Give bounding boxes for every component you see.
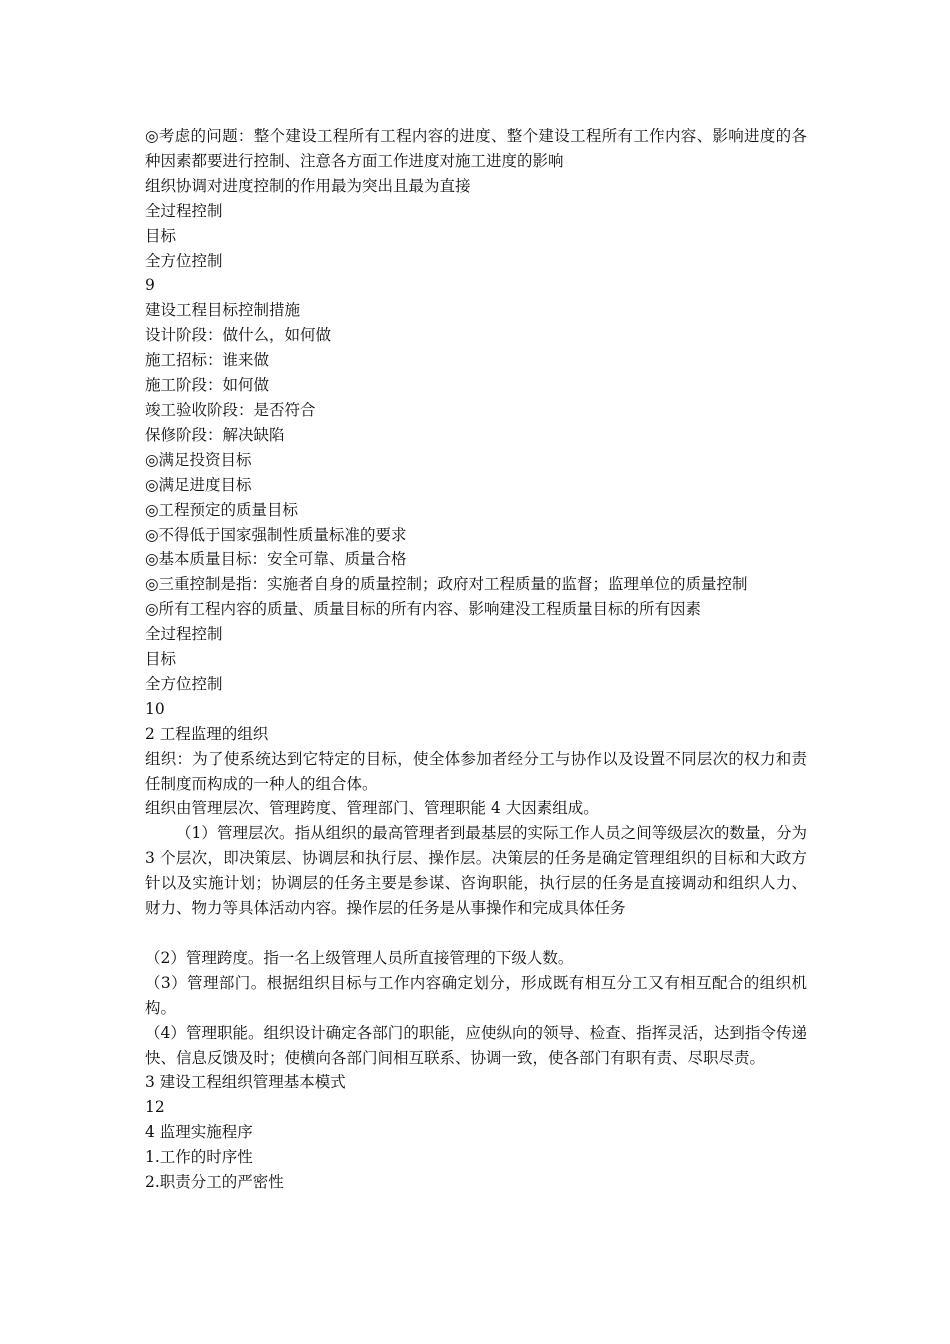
list-item-time-sequence: 1.工作的时序性 [145,1148,253,1167]
line-design-stage: 设计阶段：做什么，如何做 [145,326,332,345]
heading-supervision-organization: 2 工程监理的组织 [145,724,269,743]
bullet-progress-target: ◎满足进度目标 [145,475,252,494]
bullet-investment-target: ◎满足投资目标 [145,450,252,469]
paragraph-management-levels: （1）管理层次。指从组织的最高管理者到最基层的实际工作人员之间等级层次的数量，分为 3 个层次，即决策层、协调层和执行层、操作层。决策层的任务是确定管理组织的目标和大政方针以及实施计划；协调层的任务主要是参谋、咨询职能，执行层的任务是直接调动和组织人力、财力、物力等具体活动内容。操作层的任务是从事操作和完成具体任务 [145,824,807,918]
page-number-9: 9 [145,276,155,295]
bullet-basic-quality: ◎基本质量目标：安全可靠、质量合格 [145,550,407,569]
paragraph-progress-considerations: ◎考虑的问题：整个建设工程所有工程内容的进度、整个建设工程所有工作内容、影响进度的各种因素都要进行控制、注意各方面工作进度对施工进度的影响 [145,127,807,170]
bullet-all-quality: ◎所有工程内容的质量、质量目标的所有内容、影响建没工程质量目标的所有因素 [145,600,702,619]
bullet-triple-control: ◎三重控制是指：实施者自身的质量控制；政府对工程质量的监督；监理单位的质量控制 [145,575,748,594]
heading-basic-modes: 3 建设工程组织管理基本模式 [145,1073,346,1092]
paragraph-management-functions: （4）管理职能。组织设计确定各部门的职能，应使纵向的领导、检查、指挥灵活，达到指令传递快、信息反馈及时；使横向各部门间相互联系、协调一致，使各部门有职有责、尽职尽责。 [145,1023,807,1067]
line-warranty-stage: 保修阶段：解决缺陷 [145,425,285,444]
line-whole-process-control: 全过程控制 [145,201,223,220]
document-page [145,124,807,1195]
paragraph-coordination: 组织协调对进度控制的作用最为突出且最为直接 [145,176,471,195]
line-tendering: 施工招标：谁来做 [145,351,270,370]
line-target: 目标 [145,226,177,245]
line-all-round-control-2: 全方位控制 [145,674,223,693]
line-acceptance-stage: 竣工验收阶段：是否符合 [145,400,316,419]
bullet-mandatory-standard: ◎不得低于国家强制性质量标准的要求 [145,525,407,544]
bullet-quality-target: ◎工程预定的质量目标 [145,500,299,519]
line-target-2: 目标 [145,650,177,669]
line-whole-process-control-2: 全过程控制 [145,625,223,644]
list-item-responsibility: 2.职责分工的严密性 [145,1173,284,1192]
paragraph-four-factors: 组织由管理层次、管理跨度、管理部门、管理职能 4 大因素组成。 [145,799,599,818]
line-all-round-control: 全方位控制 [145,251,223,270]
paragraph-organization-definition: 组织：为了使系统达到它特定的目标，使全体参加者经分工与协作以及设置不同层次的权力和责任制度而构成的一种人的组合体。 [145,749,807,793]
line-construction-stage: 施工阶段：如何做 [145,376,270,395]
paragraph-management-span: （2）管理跨度。指一名上级管理人员所直接管理的下级人数。 [145,948,574,967]
blank-line [145,921,807,946]
page-number-10: 10 [145,699,165,718]
paragraph-management-departments: （3）管理部门。根据组织目标与工作内容确定划分，形成既有相互分工又有相互配合的组织机构。 [145,973,807,1017]
heading-control-measures: 建设工程目标控制措施 [145,301,301,320]
heading-implementation-procedure: 4 监理实施程序 [145,1123,253,1142]
page-number-12: 12 [145,1098,165,1117]
